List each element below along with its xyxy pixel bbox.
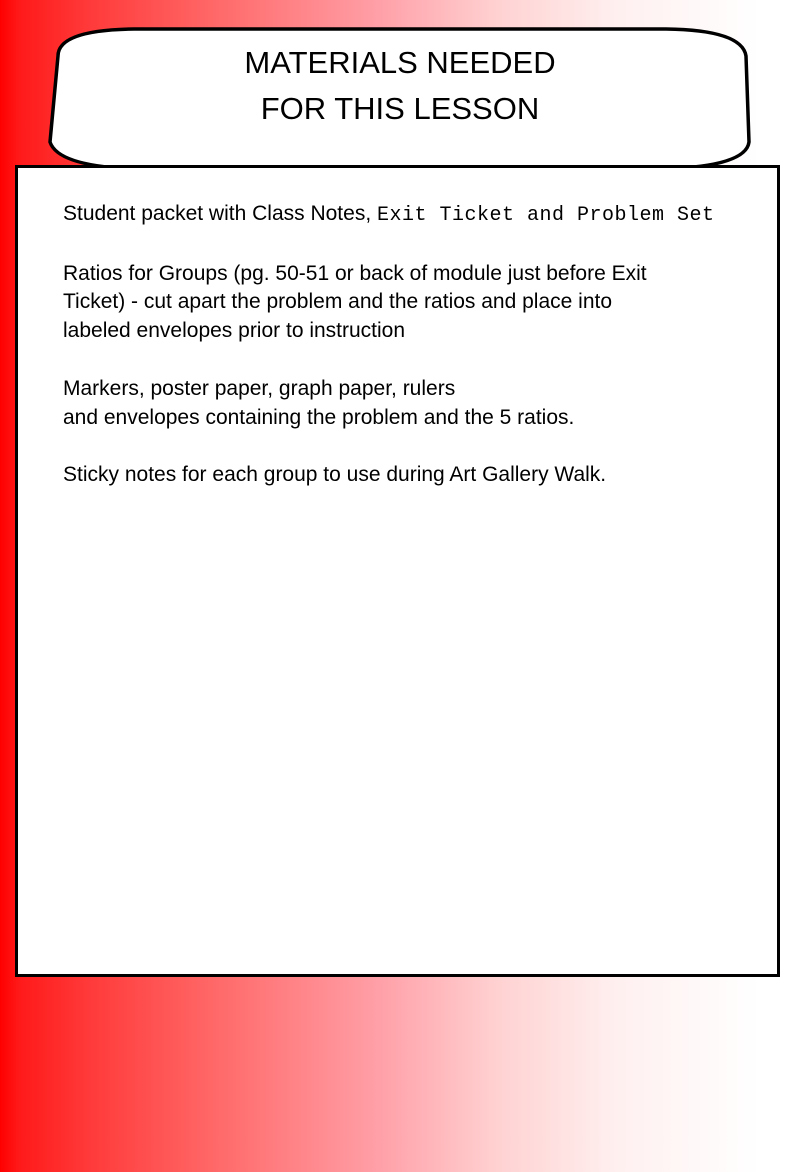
markers-line-1: Markers, poster paper, graph paper, rulers <box>63 376 456 400</box>
packet-text: Student packet with Class Notes, <box>63 202 377 225</box>
sticky-line-1: Sticky notes for each group to use during Art Gallery Walk. <box>63 463 607 487</box>
page-title <box>44 40 756 132</box>
markers-line-2: and envelopes containing the problem and the 5 ratios. <box>63 405 575 429</box>
materials-list <box>63 200 768 519</box>
ratios-line-2: Ticket) - cut apart the problem and the ratios and place into <box>63 290 613 314</box>
material-item-sticky-notes <box>63 461 768 490</box>
title-line-1: MATERIALS NEEDED <box>244 45 556 80</box>
material-item-ratios <box>63 260 768 346</box>
material-item-markers <box>63 375 768 432</box>
material-item-packet <box>63 200 768 231</box>
packet-mono-text: Exit Ticket and Problem Set <box>377 204 715 227</box>
title-line-2: FOR THIS LESSON <box>260 91 540 126</box>
ratios-line-1: Ratios for Groups (pg. 50-51 or back of module just before Exit <box>63 261 647 285</box>
ratios-line-3: labeled envelopes prior to instruction <box>63 319 406 343</box>
